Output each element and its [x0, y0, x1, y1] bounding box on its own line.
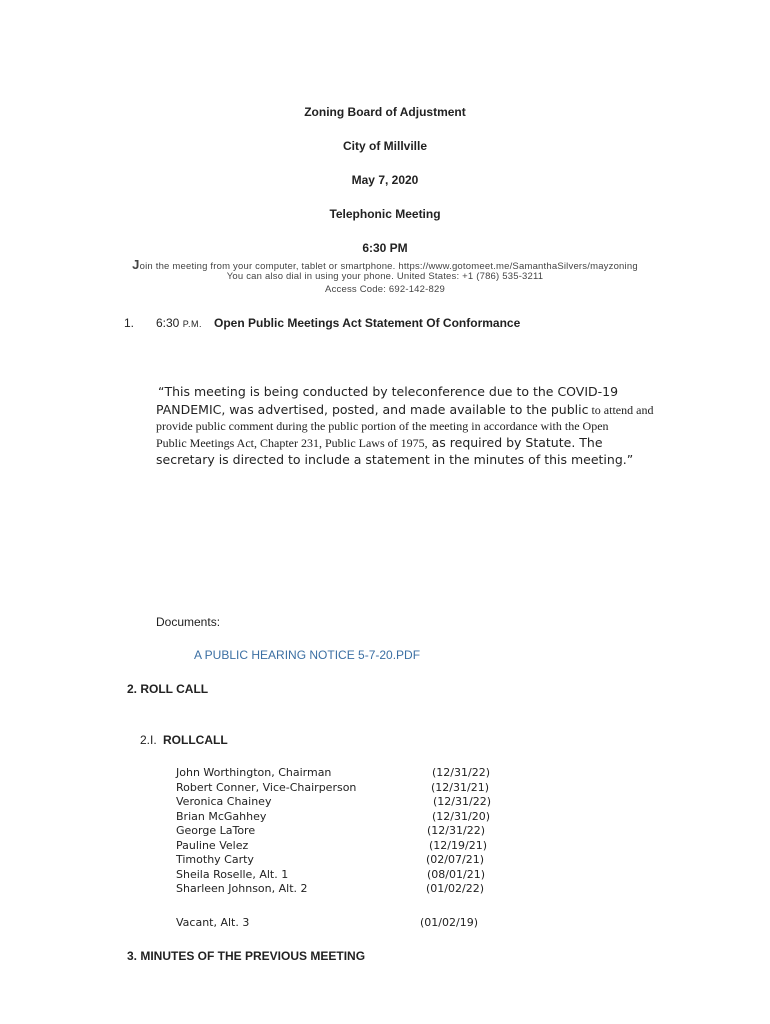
item-1-time	[156, 316, 202, 330]
item-1-title: Open Public Meetings Act Statement Of Conformance	[214, 316, 521, 330]
member-term: (12/31/22)	[432, 766, 490, 779]
join-line-2: You can also dial in using your phone. United States: +1 (786) 535-3211	[226, 271, 544, 282]
list-item	[176, 781, 496, 796]
list-item	[176, 810, 496, 825]
meeting-time: 6:30 PM	[362, 241, 408, 255]
item-2-sub-title: ROLLCALL	[163, 733, 228, 747]
join-first-letter: J	[132, 257, 140, 272]
documents-label: Documents:	[156, 615, 221, 629]
statement-line-4a: Public Meetings Act, Chapter 231, Public Laws of 1975,	[156, 436, 428, 450]
join-line-1-text: oin the meeting from your computer, tablet or smartphone. https://www.gotomeet.me/SamanthaSilvers/mayzoning	[139, 261, 638, 272]
item-1-time-value: 6:30	[156, 316, 180, 330]
item-2-heading: 2. ROLL CALL	[127, 682, 209, 696]
statement-line-2	[156, 401, 653, 419]
member-term: (12/31/21)	[431, 781, 489, 794]
item-1-time-pm: P.M.	[182, 319, 203, 329]
join-line-3: Access Code: 692-142-829	[325, 284, 445, 295]
list-item	[176, 766, 496, 781]
member-name: Sharleen Johnson, Alt. 2	[176, 882, 308, 895]
member-name: Vacant, Alt. 3	[176, 916, 250, 929]
list-item	[176, 916, 496, 931]
member-name: Robert Conner, Vice-Chairperson	[176, 781, 357, 794]
item-2-sub-number: 2.I.	[140, 733, 157, 747]
member-term: (12/31/22)	[427, 824, 485, 837]
item-3-heading: 3. MINUTES OF THE PREVIOUS MEETING	[127, 949, 366, 963]
public-hearing-notice-link[interactable]: A PUBLIC HEARING NOTICE 5-7-20.PDF	[194, 648, 421, 662]
member-term: (12/31/22)	[433, 795, 491, 808]
member-term: (02/07/21)	[426, 853, 484, 866]
list-item	[176, 839, 496, 854]
city-name: City of Millville	[342, 139, 427, 153]
meeting-date: May 7, 2020	[351, 173, 419, 187]
list-item	[176, 853, 496, 868]
board-title: Zoning Board of Adjustment	[304, 105, 466, 119]
list-item	[176, 824, 496, 839]
item-1-number: 1.	[124, 316, 135, 330]
member-name: John Worthington, Chairman	[176, 766, 332, 779]
member-name: Veronica Chainey	[176, 795, 272, 808]
statement-line-2a: PANDEMIC, was advertised, posted, and made available to the public	[156, 402, 589, 417]
list-item	[176, 868, 496, 883]
list-item	[176, 882, 496, 897]
member-term: (12/19/21)	[429, 839, 487, 852]
join-line-1	[0, 257, 770, 272]
list-item	[176, 795, 496, 810]
member-name: Brian McGahhey	[176, 810, 267, 823]
member-term: (01/02/19)	[420, 916, 478, 929]
statement-line-2b: to attend and	[588, 403, 654, 417]
statement-line-5: secretary is directed to include a statement in the minutes of this meeting.”	[156, 452, 634, 467]
meeting-type: Telephonic Meeting	[329, 207, 441, 221]
member-term: (12/31/20)	[432, 810, 490, 823]
statement-line-3: provide public comment during the public portion of the meeting in accordance with the Open	[156, 419, 609, 433]
member-name: Pauline Velez	[176, 839, 249, 852]
member-name: Sheila Roselle, Alt. 1	[176, 868, 289, 881]
member-name: Timothy Carty	[176, 853, 254, 866]
member-name: George LaTore	[176, 824, 256, 837]
statement-line-4b: as required by Statute. The	[427, 435, 603, 450]
statement-line-1: “This meeting is being conducted by teleconference due to the COVID-19	[158, 384, 619, 399]
statement-line-4	[156, 434, 603, 452]
member-term: (08/01/21)	[427, 868, 485, 881]
member-term: (01/02/22)	[426, 882, 484, 895]
